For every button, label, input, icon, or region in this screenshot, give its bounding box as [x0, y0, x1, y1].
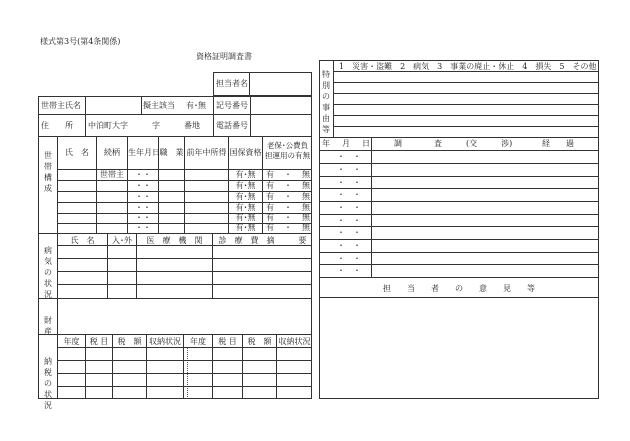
household-header-birth: 生年月日 [128, 148, 160, 157]
form-title: 資格証明調査書 [196, 52, 252, 61]
log-row-date[interactable]: ・ ・ [337, 165, 361, 174]
person-in-charge-label: 担当者名 [216, 79, 248, 88]
household-pe-no: 無 [302, 223, 310, 232]
household-pe-no: 無 [302, 170, 310, 179]
head-applicable-label: 擬主該当 [143, 101, 175, 110]
log-row-date[interactable]: ・ ・ [337, 228, 361, 237]
household-pe-no: 無 [302, 181, 310, 190]
tax-header-item: 税 目 [218, 337, 237, 346]
address-label: 住 所 [41, 121, 73, 130]
tax-table-body[interactable] [58, 348, 311, 398]
tax-header-amount: 税 額 [117, 337, 142, 346]
household-birth: ・・ [135, 213, 151, 222]
log-row-date[interactable]: ・ ・ [337, 178, 361, 187]
tax-header-status: 収納状況 [149, 337, 181, 346]
phone-field[interactable] [251, 115, 311, 135]
assets-field[interactable] [58, 299, 311, 333]
log-header-day: 日 [362, 139, 370, 148]
record-no-field[interactable] [251, 97, 311, 113]
household-pe-no: 無 [302, 192, 310, 201]
household-insurance: 有･無 [235, 223, 256, 232]
illness-table-body[interactable] [58, 246, 311, 297]
household-pe-dot: ・ [284, 192, 292, 201]
household-birth: ・・ [135, 192, 151, 201]
household-insurance: 有･無 [235, 203, 256, 212]
illness-header-summary: 診 療 費 摘 要 [218, 236, 307, 245]
opinion-field[interactable] [320, 298, 598, 398]
head-applicable-yes-no[interactable]: 有･無 [186, 101, 206, 110]
log-row-date[interactable]: ・ ・ [337, 152, 361, 161]
household-insurance: 有･無 [235, 181, 256, 190]
tax-header-amount: 税 額 [247, 337, 272, 346]
log-header-month: 月 [342, 139, 350, 148]
log-row-date[interactable]: ・ ・ [337, 241, 361, 250]
person-in-charge-field[interactable] [250, 73, 311, 95]
reasons-list[interactable]: 1 災害・盗難 2 病気 3 事業の廃止・休止 4 損失 5 その他 [339, 62, 597, 71]
household-header-job: 職 業 [159, 148, 184, 157]
household-pe-dot: ・ [284, 223, 292, 232]
household-pe-dot: ・ [284, 203, 292, 212]
household-title: 世帯構成 [44, 151, 52, 193]
opinion-title: 担 当 者 の 意 見 等 [383, 284, 535, 293]
household-pe-yes: 有 [266, 213, 274, 222]
household-pe-no: 無 [302, 213, 310, 222]
household-header-income: 前年中所得 [186, 148, 227, 157]
household-pe-yes: 有 [266, 170, 274, 179]
household-birth: ・・ [135, 170, 151, 179]
household-birth: ・・ [135, 203, 151, 212]
address-value[interactable]: 中泊町大字 字 番地 [88, 121, 200, 130]
household-pe-yes: 有 [266, 181, 274, 190]
household-header-name: 氏 名 [65, 148, 89, 157]
household-birth: ・・ [135, 181, 151, 190]
tax-header-year: 年度 [63, 337, 80, 346]
household-pe-yes: 有 [266, 223, 274, 232]
tax-header-item: 税 目 [89, 337, 109, 346]
tax-header-year: 年度 [190, 337, 206, 346]
assets-title: 財産 [44, 316, 52, 336]
log-row-date[interactable]: ・ ・ [337, 216, 361, 225]
log-row-date[interactable]: ・ ・ [337, 254, 361, 263]
log-header-year: 年 [322, 139, 330, 148]
head-name-field[interactable] [86, 97, 140, 113]
special-reason-lines[interactable] [334, 72, 598, 136]
tax-title: 納税の状況 [44, 357, 52, 410]
log-header-progress: 経 過 [542, 139, 574, 148]
household-pe-dot: ・ [284, 213, 292, 222]
phone-label: 電話番号 [216, 121, 248, 130]
tax-header-status: 収納状況 [278, 337, 311, 346]
household-header-insurance: 国保資格 [229, 148, 262, 157]
household-header-relation: 続柄 [104, 148, 120, 157]
household-pe-yes: 有 [266, 203, 274, 212]
log-header-investigation: 調 査 [394, 139, 442, 148]
form-code: 様式第3号(第4条関係) [40, 37, 121, 46]
illness-header-name: 氏 名 [70, 236, 95, 245]
illness-header-institution: 医 療 機 関 [146, 236, 203, 245]
illness-header-in-out: 入･外 [112, 236, 132, 245]
special-title: 特別の事由等 [322, 70, 330, 134]
household-insurance: 有･無 [235, 170, 256, 179]
illness-title: 病気の状況 [44, 246, 52, 299]
household-pe-no: 無 [302, 203, 310, 212]
household-pe-yes: 有 [266, 192, 274, 201]
household-pe-dot: ・ [284, 170, 292, 179]
record-no-label: 記号番号 [216, 101, 248, 110]
head-name-label: 世帯主氏名 [41, 101, 81, 110]
household-header-public-expense: 老保･公費負担運用の有無 [265, 141, 310, 160]
log-row-date[interactable]: ・ ・ [337, 266, 361, 275]
household-relation: 世帯主 [100, 170, 124, 179]
household-birth: ・・ [135, 223, 151, 232]
household-insurance: 有･無 [235, 213, 256, 222]
household-pe-dot: ・ [284, 181, 292, 190]
log-header-negotiation: (交 渉) [466, 139, 513, 148]
log-row-date[interactable]: ・ ・ [337, 203, 361, 212]
log-row-date[interactable]: ・ ・ [337, 190, 361, 199]
household-insurance: 有･無 [235, 192, 256, 201]
